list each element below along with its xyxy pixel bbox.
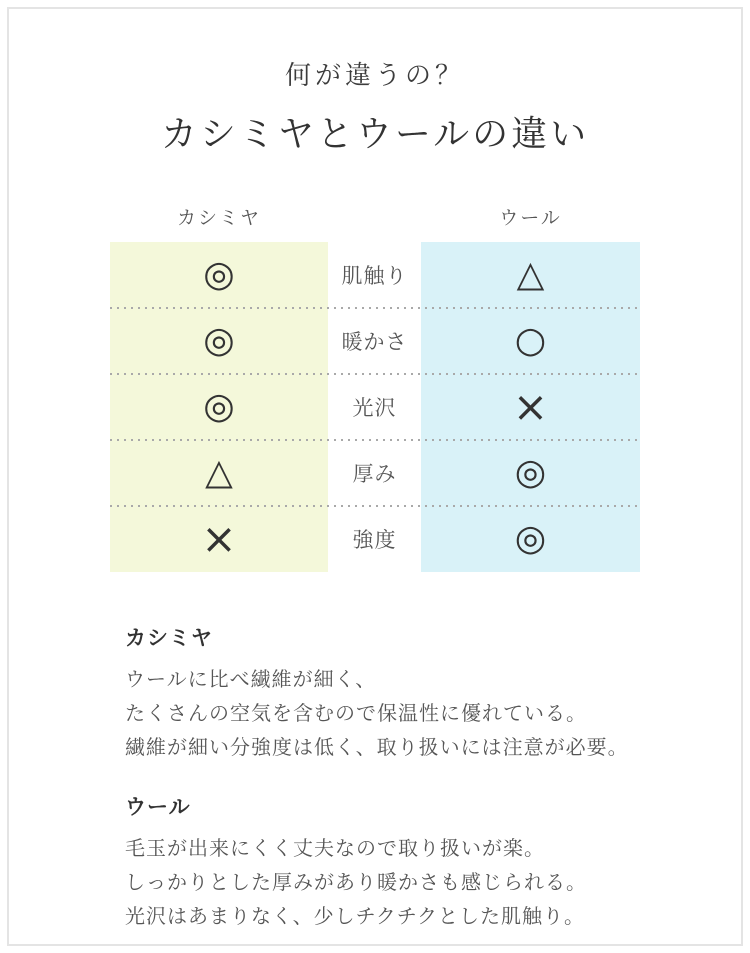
wool-cell — [421, 521, 640, 557]
row-label: 厚み — [352, 463, 397, 486]
row-label: 強度 — [352, 529, 397, 552]
column-header-spacer — [328, 203, 421, 230]
cashmere-cell — [110, 518, 328, 560]
table-row — [110, 506, 640, 572]
wool-rating-icon — [515, 323, 546, 359]
description-line: 繊維が細い分強度は低く、取り扱いには注意が必要。 — [125, 737, 629, 759]
wool-cell — [421, 323, 640, 359]
column-header-wool: ウール — [499, 208, 562, 229]
description-line: たくさんの空気を含むので保温性に優れている。 — [125, 703, 587, 725]
row-label: 暖かさ — [341, 331, 408, 354]
table-row — [110, 374, 640, 440]
page-subtitle: 何が違うの？ — [284, 61, 465, 90]
cashmere-cell — [110, 389, 328, 425]
cashmere-rating-icon — [205, 455, 233, 491]
description-body — [125, 663, 750, 765]
description-line: しっかりとした厚みがあり暖かさも感じられる。 — [125, 872, 587, 894]
comparison-table — [110, 242, 640, 572]
wool-rating-icon — [517, 257, 545, 293]
description-body — [125, 832, 750, 934]
wool-rating-icon — [513, 386, 548, 428]
table-row — [110, 308, 640, 374]
cashmere-rating-icon — [201, 518, 236, 560]
description-heading: カシミヤ — [125, 627, 213, 650]
description-line: 毛玉が出来にくく丈夫なので取り扱いが楽。 — [125, 838, 545, 860]
comparison-section — [110, 203, 640, 572]
wool-rating-icon — [515, 455, 546, 491]
description-line: ウールに比べ繊維が細く、 — [125, 669, 377, 691]
wool-rating-icon — [515, 521, 546, 557]
cashmere-rating-icon — [203, 389, 234, 425]
comparison-column-headers — [110, 203, 640, 230]
cashmere-cell — [110, 257, 328, 293]
row-label: 光沢 — [352, 397, 397, 420]
cashmere-cell — [110, 455, 328, 491]
description-line: 光沢はあまりなく、少しチクチクとした肌触り。 — [125, 906, 585, 928]
wool-description-section — [125, 791, 750, 934]
cashmere-description-section — [125, 622, 750, 765]
page-title: カシミヤとウールの違い — [160, 114, 590, 154]
column-header-cashmere: カシミヤ — [176, 208, 261, 229]
row-label: 肌触り — [341, 265, 408, 288]
wool-cell — [421, 386, 640, 428]
wool-cell — [421, 257, 640, 293]
cashmere-rating-icon — [203, 257, 234, 293]
table-row — [110, 440, 640, 506]
table-row — [110, 242, 640, 308]
cashmere-rating-icon — [203, 323, 234, 359]
description-heading: ウール — [125, 796, 191, 819]
cashmere-cell — [110, 323, 328, 359]
wool-cell — [421, 455, 640, 491]
